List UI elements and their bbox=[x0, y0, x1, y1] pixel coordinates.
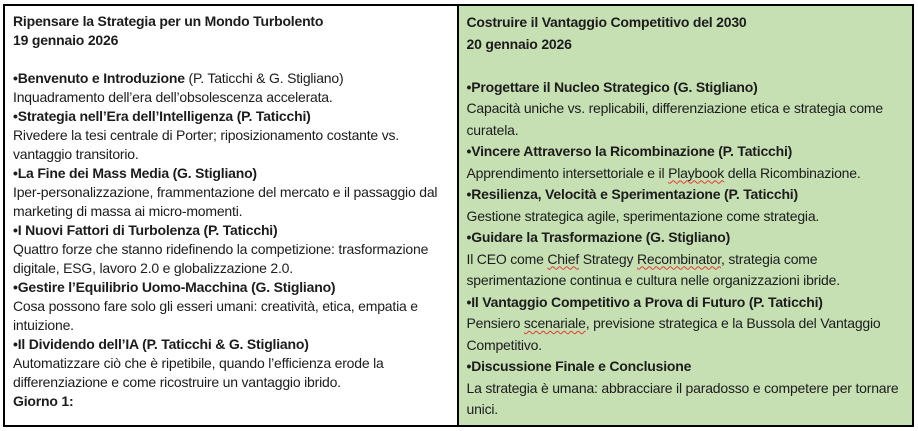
session-title: •Strategia nell’Era dell’Intelligenza (P. Taticchi) bbox=[13, 108, 311, 124]
session-description: Cosa possono fare solo gli esseri umani: creatività, etica, empatia e intuizione. bbox=[13, 298, 418, 333]
day1-date: 19 gennaio 2026 bbox=[13, 32, 119, 48]
session-description: Pensiero scenariale, previsione strategica e la Bussola del Vantaggio Competitivo. bbox=[466, 315, 881, 353]
day1-session-list bbox=[13, 69, 449, 392]
session-title: •Gestire l’Equilibrio Uomo-Macchina (G. Stigliano) bbox=[13, 279, 336, 295]
session-description: Capacità uniche vs. replicabili, differenziazione etica e strategia come curatela. bbox=[466, 100, 883, 138]
day1-title: Ripensare la Strategia per un Mondo Turbolento bbox=[13, 13, 324, 29]
day2-session-list bbox=[467, 77, 905, 421]
session-description: Il CEO come Chief Strategy Recombinator, strategia come sperimentazione continua e cultura nelle organizzazioni ibride. bbox=[466, 250, 840, 288]
session-title: •La Fine dei Mass Media (G. Stigliano) bbox=[13, 165, 257, 181]
session-description: Apprendimento intersettoriale e il Playbook della Ricombinazione. bbox=[466, 164, 861, 181]
day2-title: Costruire il Vantaggio Competitivo del 2030 bbox=[466, 14, 747, 30]
session-description: La strategia è umana: abbracciare il paradosso e competere per tornare unici. bbox=[466, 379, 899, 417]
day1-footer: Giorno 1: bbox=[13, 393, 74, 409]
session-title: •Discussione Finale e Conclusione bbox=[466, 358, 692, 374]
agenda-table bbox=[3, 4, 914, 427]
session-title: •I Nuovi Fattori di Turbolenza (P. Taticchi) bbox=[13, 222, 278, 238]
session-description: Quattro forze che stanno ridefinendo la competizione: trasformazione digitale, ESG, lavoro 2.0 e globalizzazione 2.0. bbox=[13, 241, 429, 276]
day1-cell bbox=[5, 6, 459, 425]
day2-date: 20 gennaio 2026 bbox=[466, 35, 572, 52]
session-title: •Il Dividendo dell’IA (P. Taticchi & G. Stigliano) bbox=[13, 336, 309, 352]
session-title: •Il Vantaggio Competitivo a Prova di Futuro (P. Taticchi) bbox=[466, 293, 823, 310]
session-title: •Progettare il Nucleo Strategico (G. Stigliano) bbox=[466, 78, 758, 95]
day2-header bbox=[467, 12, 905, 55]
session-title: •Guidare la Trasformazione (G. Stigliano) bbox=[466, 229, 731, 245]
session-description: Iper-personalizzazione, frammentazione del mercato e il passaggio dal marketing di massa ai micro-momenti. bbox=[13, 184, 438, 219]
session-description: Automatizzare ciò che è ripetibile, quando l’efficienza erode la differenziazione e come ricostruire un vantaggio ibrido. bbox=[13, 355, 384, 390]
session-description: Rivedere la tesi centrale di Porter; riposizionamento costante vs. vantaggio transitorio. bbox=[13, 127, 399, 162]
day1-header bbox=[13, 12, 449, 50]
misspelled-word: Chief bbox=[547, 250, 580, 267]
session-description: Gestione strategica agile, sperimentazione come strategia. bbox=[466, 207, 820, 224]
session-description: Inquadramento dell’era dell’obsolescenza accelerata. bbox=[13, 89, 333, 105]
session-title: •Benvenuto e Introduzione (P. Taticchi & G. Stigliano) bbox=[13, 70, 344, 86]
misspelled-word: Recombinator bbox=[636, 250, 721, 267]
misspelled-word: scenariale bbox=[523, 315, 586, 331]
session-title: •Vincere Attraverso la Ricombinazione (P. Taticchi) bbox=[466, 143, 793, 159]
session-speakers: (P. Taticchi & G. Stigliano) bbox=[184, 70, 344, 86]
misspelled-word: Playbook bbox=[668, 164, 725, 181]
day2-cell bbox=[459, 6, 913, 425]
session-title: •Resilienza, Velocità e Sperimentazione (P. Taticchi) bbox=[466, 186, 798, 202]
